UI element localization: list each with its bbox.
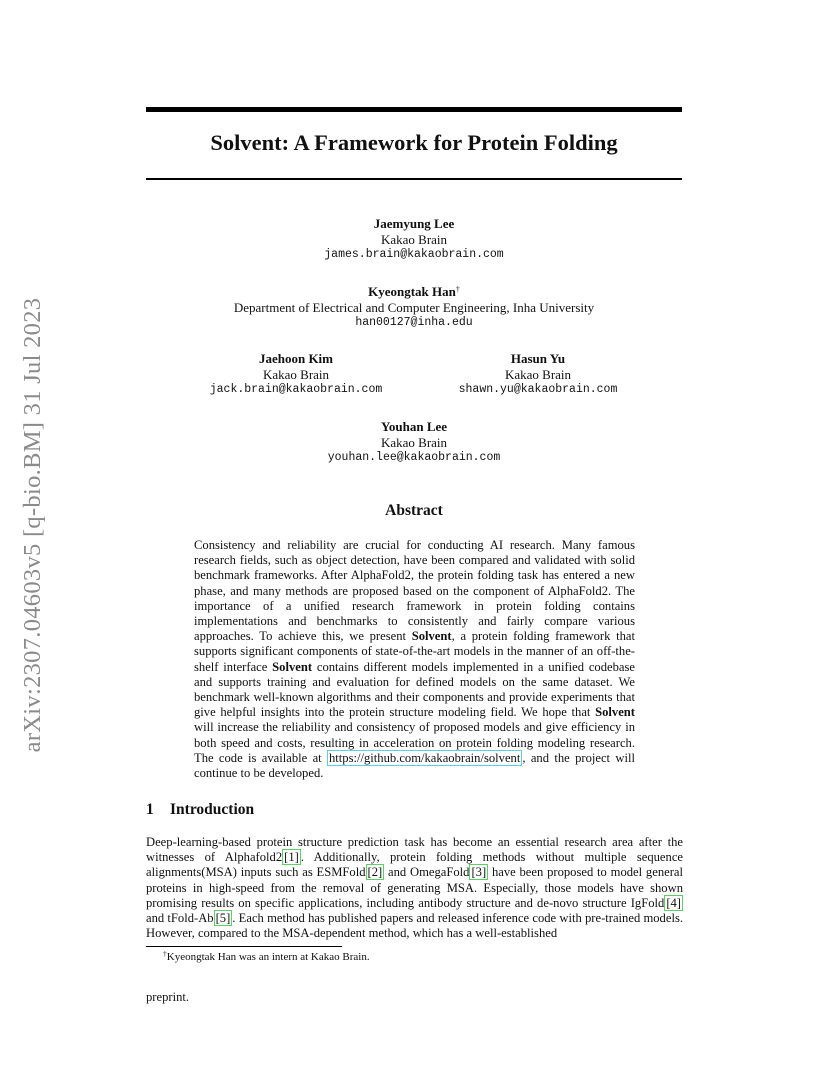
author-affiliation: Kakao Brain: [380, 434, 448, 450]
author-affiliation: Department of Electrical and Computer Engineering, Inha University: [233, 299, 595, 315]
author-name-text: Kyeongtak Han: [368, 284, 456, 299]
intro-text: [146, 835, 683, 941]
title-bottom-rule: [146, 178, 682, 180]
author-email[interactable]: james.brain@kakaobrain.com: [324, 248, 504, 261]
abstract-heading: Abstract: [385, 502, 443, 519]
abstract-segment: will increase the reliability and consistency of proposed models and give efficiency in both speed and costs, resulting in acceleration on protein folding modeling research. The code is available at: [194, 720, 635, 765]
intro-segment: . Each method has published papers and released inference code with pre-trained models. However, compared to the MSA-dependent method, which has a well-established: [146, 911, 683, 941]
paper-title: Solvent: A Framework for Protein Folding: [210, 130, 618, 155]
author-block-2: [146, 284, 682, 331]
abstract-segment: , a protein folding framework that supports significant components of state-of-the-art models in the manner of an off-the-shelf interface: [194, 629, 635, 674]
author-affiliation: Kakao Brain: [262, 366, 330, 382]
intro-segment: and tFold-Ab: [146, 911, 214, 926]
author-email[interactable]: shawn.yu@kakaobrain.com: [458, 383, 618, 396]
section-number: 1: [146, 801, 154, 818]
author-name: Jaehoon Kim: [258, 351, 334, 366]
citation-link[interactable]: [3]: [471, 865, 487, 880]
footnote-rule: [146, 946, 342, 947]
citation-link[interactable]: [1]: [284, 850, 299, 865]
github-link[interactable]: https://github.com/kakaobrain/solvent: [329, 750, 521, 765]
author-affiliation: Kakao Brain: [380, 231, 448, 247]
title-top-rule: [146, 107, 682, 112]
author-block-3: [196, 351, 396, 398]
abstract-segment: Consistency and reliability are crucial for conducting AI research. Many famous research fields, such as object detection, have been compared and validated with solid benchmark frameworks. After AlphaFold2, the protein folding task has entered a new phase, and many methods are proposed based on the component of AlphaFold2. The importance of a unified research framework in protein folding contains implementations and benchmarks to consistently and fairly compare various approaches. To achieve this, we present: [194, 538, 635, 644]
intro-segment: . Additionally, protein folding methods without multiple sequence alignments(MSA) inputs such as ESMFold: [146, 850, 683, 880]
abstract-segment: contains different models implemented in a unified codebase and supports training and evaluation for defined models on the same dataset. We benchmark well-known algorithms and their components and provide experiments that give helpful insights into the protein structure modeling field. We hope that: [194, 659, 635, 720]
footnote-mark: †: [163, 949, 167, 958]
author-block-5: [146, 419, 682, 466]
citation-link[interactable]: [2]: [367, 865, 383, 880]
footnote-text: Kyeongtak Han was an intern at Kakao Brain.: [166, 951, 370, 963]
citation-link[interactable]: [4]: [666, 895, 681, 910]
author-name: Jaemyung Lee: [373, 216, 455, 231]
author-name: [146, 284, 682, 300]
abstract-text: [194, 538, 635, 781]
footnote: [163, 951, 370, 963]
intro-segment: Deep-learning-based protein structure prediction task has become an essential research area after the witnesses of Alphafold2: [146, 835, 683, 865]
preprint-label: preprint.: [146, 990, 190, 1004]
solvent-name: Solvent: [595, 705, 635, 720]
author-email[interactable]: han00127@inha.edu: [355, 316, 473, 329]
author-block-4: [438, 351, 638, 398]
section-heading: [146, 801, 254, 819]
intro-segment: have been proposed to model general proteins in high-speed from the removal of generating MSA. Especially, those models have shown promising results on specific applications, including antibody structure and de-novo structure IgFold: [146, 865, 683, 910]
solvent-name: Solvent: [411, 629, 452, 644]
author-footnote-mark[interactable]: †: [455, 285, 460, 294]
section-title: Introduction: [170, 801, 255, 818]
arxiv-side-label: [18, 275, 48, 775]
intro-segment: and OmegaFold: [384, 865, 470, 880]
author-email[interactable]: jack.brain@kakaobrain.com: [209, 383, 383, 396]
author-affiliation: Kakao Brain: [504, 366, 572, 382]
author-name: Hasun Yu: [510, 351, 566, 366]
solvent-name: Solvent: [272, 659, 313, 674]
author-name: Youhan Lee: [380, 419, 448, 434]
abstract-segment: , and the project will continue to be developed.: [194, 750, 635, 781]
citation-link[interactable]: [5]: [215, 911, 231, 926]
author-block-1: [146, 216, 682, 263]
arxiv-id-text: arXiv:2307.04603v5 [q-bio.BM] 31 Jul 2023: [19, 297, 46, 753]
author-email[interactable]: youhan.lee@kakaobrain.com: [327, 451, 501, 464]
